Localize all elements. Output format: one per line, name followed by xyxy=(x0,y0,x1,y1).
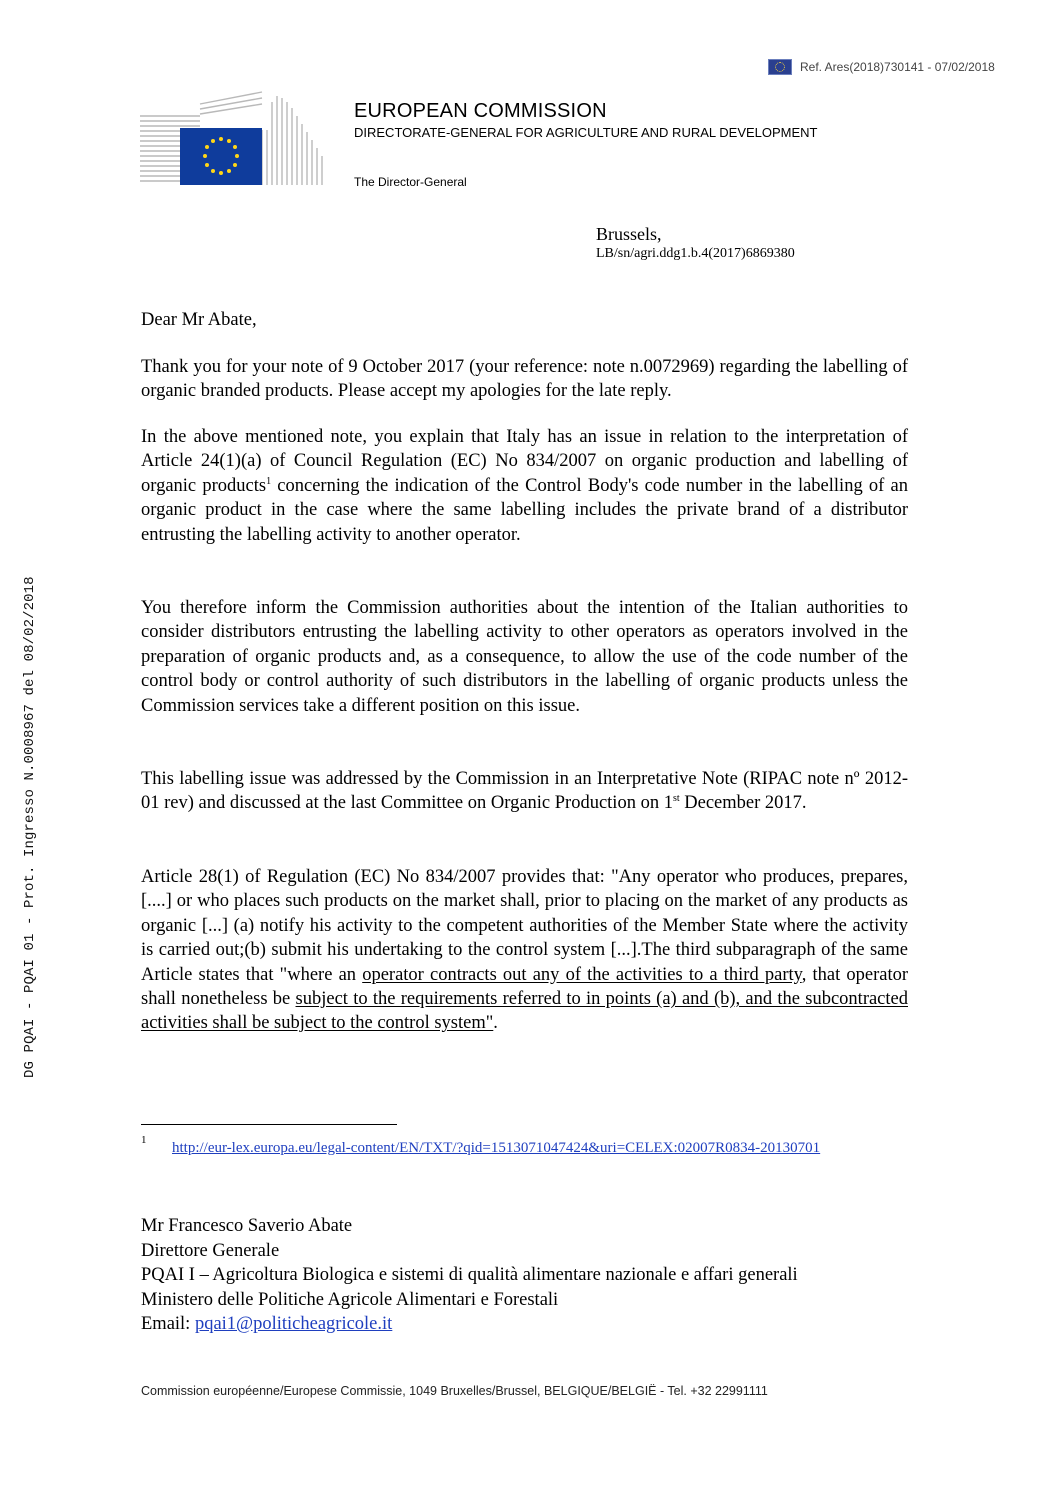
footnote-link[interactable]: http://eur-lex.europa.eu/legal-content/EN/TXT/?qid=1513071047424&uri=CELEX:02007R0834-20130701 xyxy=(172,1140,821,1156)
paragraph-5-text-a: Article 28(1) of Regulation (EC) No 834/2007 provides that: "Any operator who produces, prepares, [....] or who places such products on the market shall, prior to placing on the market of any products as organic [...] (a) notify his activity to the competent authorities of the Member State where the activity is carried out;(b) submit his undertaking to the control system [...].The third subparagraph of the same Article states that "where an xyxy=(141,867,908,985)
addressee-title: Direttore Generale xyxy=(141,1241,280,1261)
paragraph-4-text-b: December 2017. xyxy=(679,793,807,814)
addressee-department: PQAI I – Agricoltura Biologica e sistemi di qualità alimentare nazionale e affari generali xyxy=(141,1265,798,1285)
salutation: Dear Mr Abate, xyxy=(141,310,257,330)
email-label: Email: xyxy=(141,1314,195,1334)
paragraph-3: You therefore inform the Commission authorities about the intention of the Italian authorities to consider distributors entrusting the labelling activity to other operators as operators involved in the preparation of organic products and, as a consequence, to allow the use of the code number of the control body or control authority of such distributors in the labelling of organic products unless the Commission services take a different position on this issue. xyxy=(141,598,908,716)
ref-stamp-text: Ref. Ares(2018)730141 - 07/02/2018 xyxy=(800,60,995,74)
paragraph-2 xyxy=(141,425,908,547)
organisation-name: EUROPEAN COMMISSION xyxy=(354,100,607,122)
paragraph-4-text-a: This labelling issue was addressed by the Commission in an Interpretative Note (RIPAC note nº 2012-01 rev) and discussed at the last Committee on Organic Production on 1 xyxy=(141,769,908,814)
paragraph-1: Thank you for your note of 9 October 2017 (your reference: note n.0072969) regarding the labelling of organic branded products. Please accept my apologies for the late reply. xyxy=(141,357,908,402)
page-footer: Commission européenne/Europese Commissie, 1049 Bruxelles/Brussel, BELGIQUE/BELGIË - Tel. +32 22991111 xyxy=(141,1384,768,1398)
european-commission-logo xyxy=(140,88,330,188)
addressee-ministry: Ministero delle Politiche Agricole Alimentari e Forestali xyxy=(141,1290,559,1310)
footnote-divider xyxy=(141,1124,397,1125)
place: Brussels, xyxy=(596,224,662,244)
addressee-email-line xyxy=(141,1312,392,1336)
side-protocol-stamp: DG PQAI - PQAI 01 - Prot. Ingresso N.0008967 del 08/02/2018 xyxy=(22,576,38,1078)
paragraph-5-text-c: . xyxy=(493,1013,498,1034)
directorate-name: DIRECTORATE-GENERAL FOR AGRICULTURE AND RURAL DEVELOPMENT xyxy=(354,125,818,140)
signatory-title: The Director-General xyxy=(354,175,467,189)
email-link[interactable]: pqai1@politicheagricole.it xyxy=(194,1314,393,1334)
eu-flag-small-icon xyxy=(768,59,792,75)
paragraph-2-text-a: In the above mentioned note, you explain that Italy has an issue in relation to the interpretation of Article 24(1)(a) of Council Regulation (EC) No 834/2007 on organic production and labelling of organic products xyxy=(141,427,908,496)
paragraph-4 xyxy=(141,767,908,816)
underlined-quote-1: operator contracts out any of the activities to a third party xyxy=(362,964,802,985)
ordinal-suffix: st xyxy=(672,793,680,805)
ref-stamp xyxy=(768,58,995,76)
paragraph-5 xyxy=(141,865,908,1036)
paragraph-2-text-b: concerning the indication of the Control Body's code number in the labelling of an organic product in the case where the same labelling includes the private brand of a distributor entrusting the labelling activity to another operator. xyxy=(141,475,908,545)
underlined-quote-2: subject to the requirements referred to in points (a) and (b), and the subcontracted activities shall be subject to the control system" xyxy=(141,989,908,1034)
footnote-number: 1 xyxy=(141,1134,147,1146)
addressee-name: Mr Francesco Saverio Abate xyxy=(141,1216,353,1236)
letter-reference: LB/sn/agri.ddg1.b.4(2017)6869380 xyxy=(596,246,795,261)
paragraph-5-text-b: , that operator shall nonetheless be xyxy=(141,964,909,1010)
footnote-marker: 1 xyxy=(266,475,272,487)
